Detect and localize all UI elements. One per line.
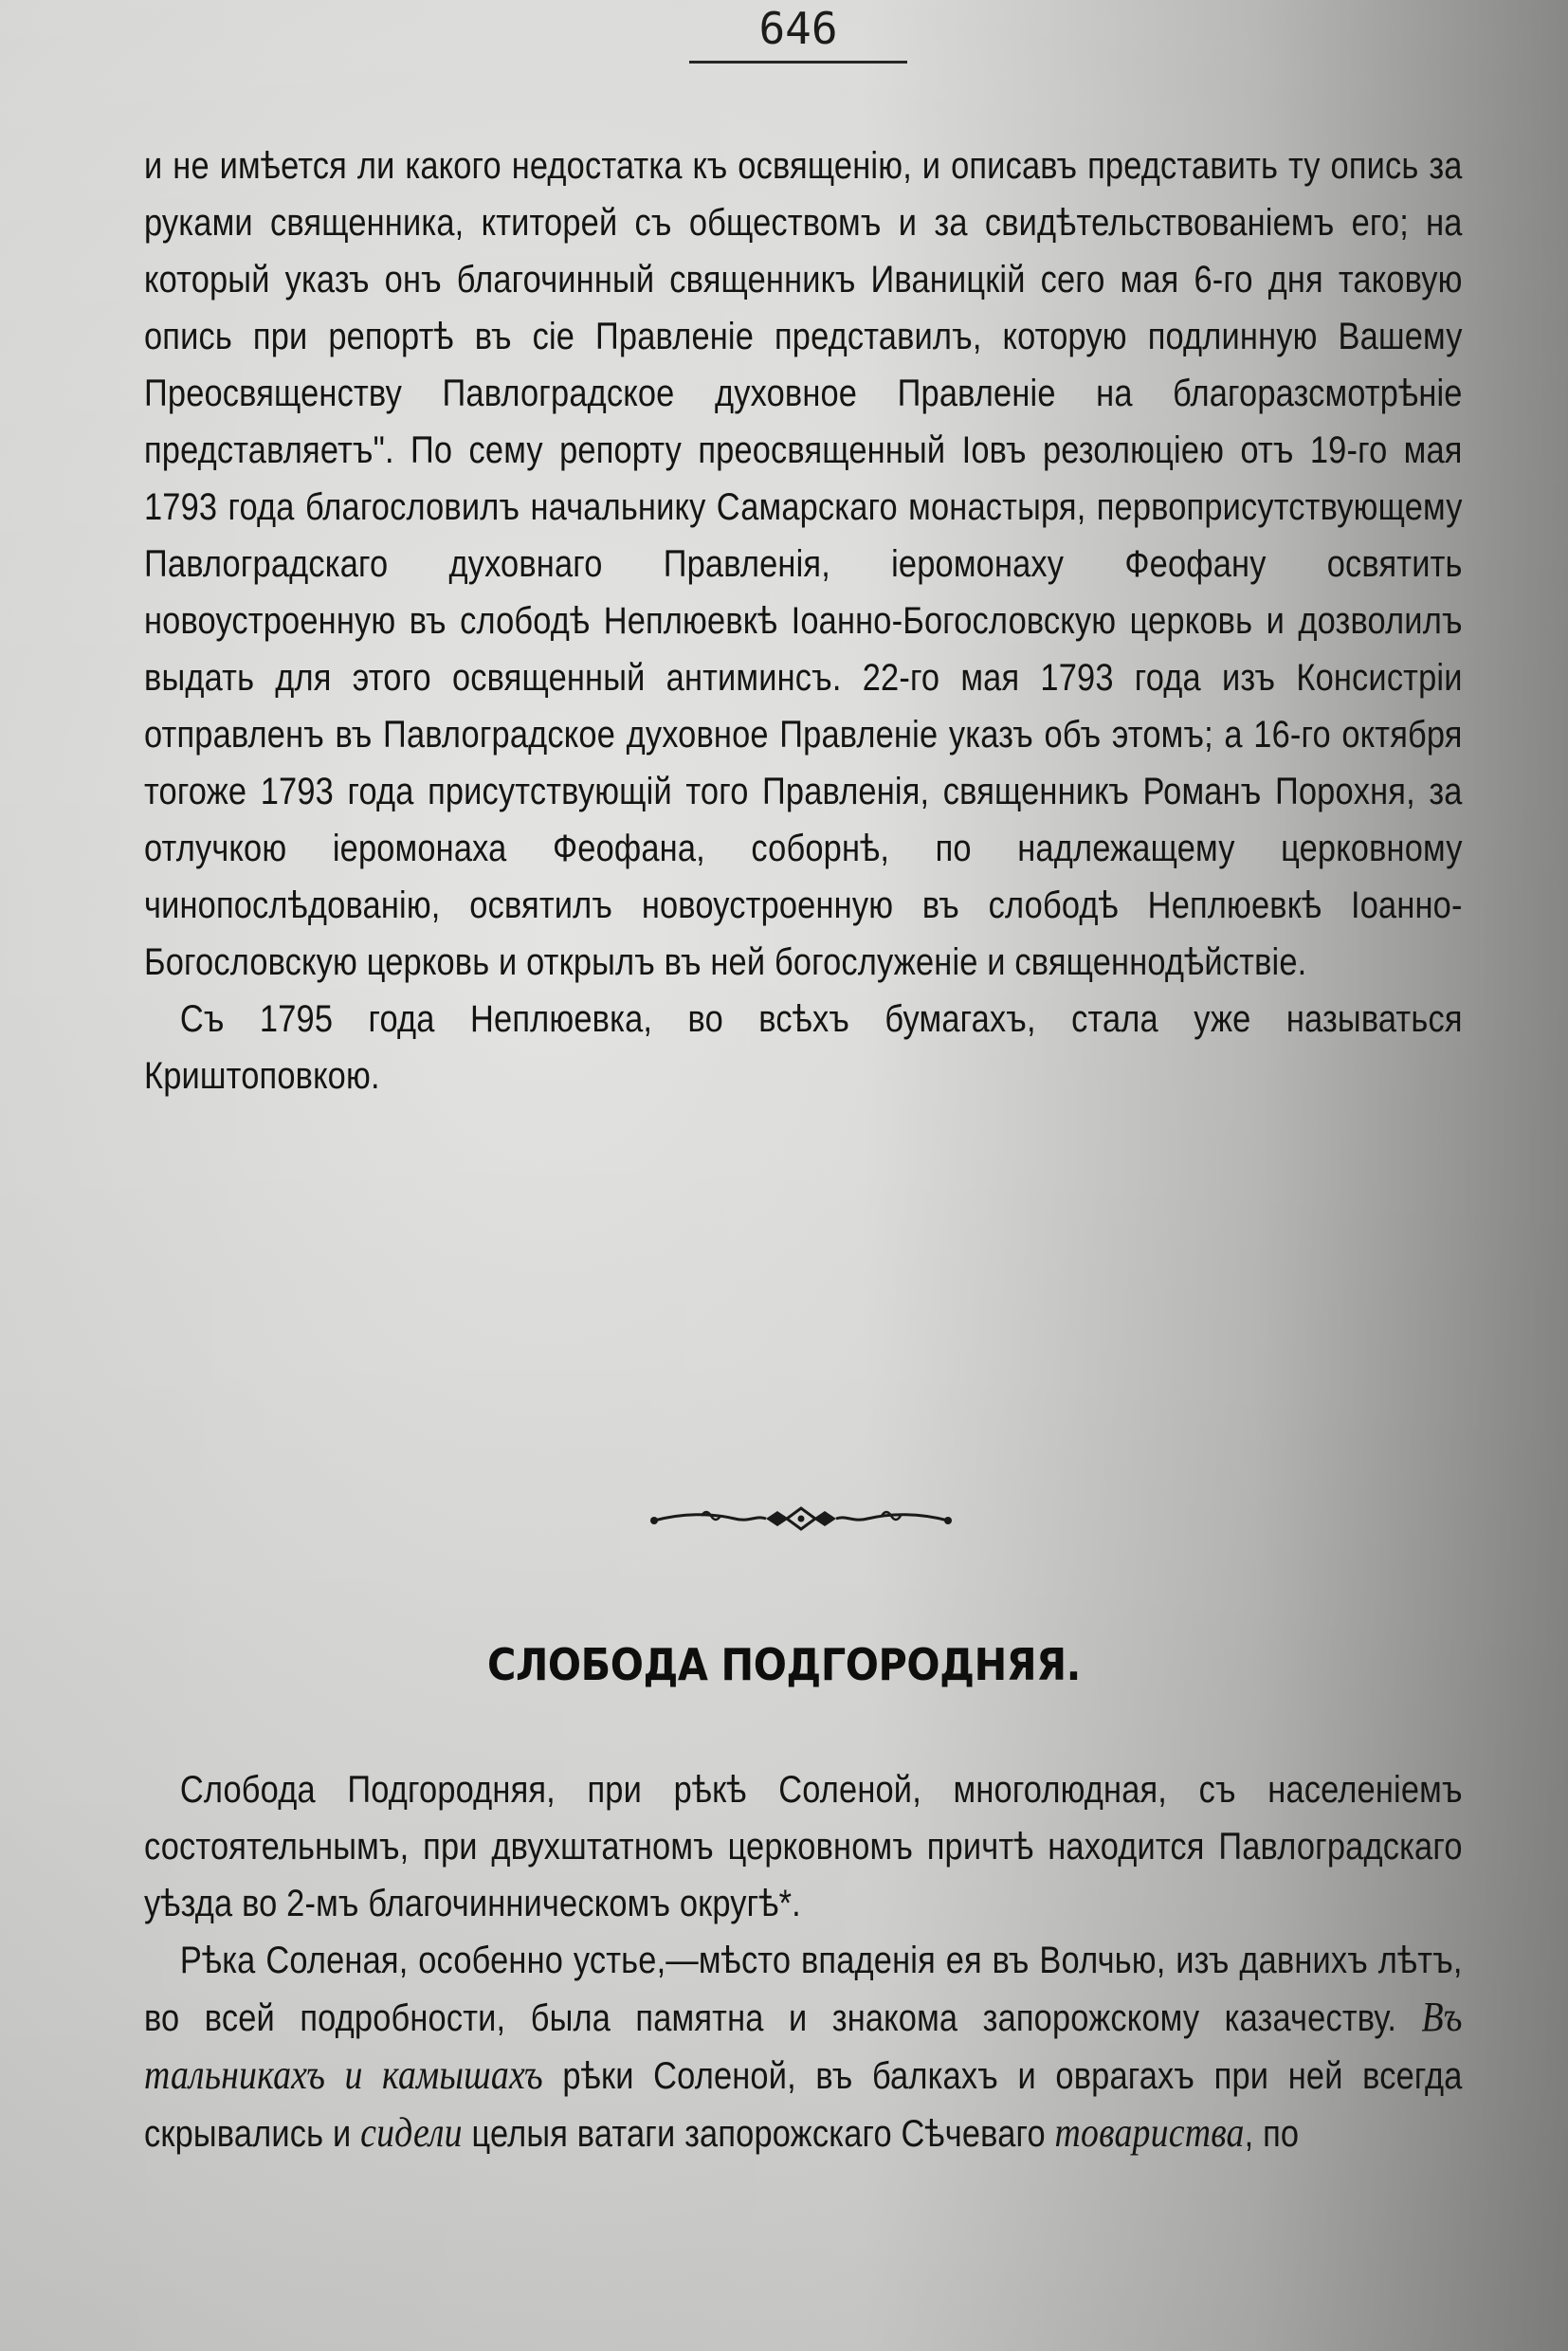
paragraph-renaming: Съ 1795 года Неплюевка, во всѣхъ бумагахъ, стала уже называться Криштоповкою. bbox=[144, 998, 1463, 1097]
paragraph-consecration: и не имѣется ли какого недостатка къ освященію, и описавъ представить ту опись за руками священника, ктиторей съ обществомъ и за свидѣтельствованіемъ его; на который указъ онъ благочинный священникъ Иваницкій сего мая 6-го дня таковую опись при репортѣ въ сіе Правленіе представилъ, которую подлинную Вашему Преосвященству Павлоградское духовное Правленіе на благоразсмотрѣніе представляетъ". По сему репорту преосвященный Іовъ резолюціею отъ 19-го мая 1793 года благословилъ начальнику Самарскаго монастыря, первоприсутствующему Павлоградскаго духовнаго Правленія, іеромонаху Феофану освятить новоустроенную въ слободѣ Неплюевкѣ Іоанно-Богословскую церковь и дозволилъ выдать для этого освященный антиминсъ. 22-го мая 1793 года изъ Консистріи отправленъ въ Павлоградское духовное Правленіе указъ объ этомъ; а 16-го октября тогоже 1793 года присутствующій того Правленія, священникъ Романъ Пороxня, за отлучкою іеромонаха Феофана, соборнѣ, по надлежащему церковному чинопослѣдованію, освятилъ новоустроенную въ слободѣ Неплюевкѣ Іоанно-Богословскую церковь и открылъ въ ней богослуженіе и священнодѣйствіе. bbox=[144, 145, 1463, 983]
river-text-part-1: Рѣка Соленая, особенно устье,—мѣсто впаденія ея въ Волчью, изъ давнихъ лѣтъ, во всей подробности, была памятна и знакома запорожскому казачеству. bbox=[144, 1940, 1463, 2039]
lower-text-block bbox=[144, 1761, 1463, 2162]
section-title: СЛОБОДА ПОДГОРОДНЯЯ. bbox=[487, 1639, 1081, 1690]
river-italic-3: товариства bbox=[1054, 2109, 1245, 2156]
river-text-part-3: целыя ватаги запорожскаго Сѣчеваго bbox=[462, 2113, 1055, 2155]
paragraph-river-history bbox=[144, 1932, 1463, 2162]
river-italic-1: Въ тальникахъ и камышахъ bbox=[144, 1994, 1463, 2098]
page-number-rule bbox=[689, 61, 907, 64]
river-italic-2: сидели bbox=[360, 2109, 463, 2156]
paragraph-location: Слобода Подгородняя, при рѣкѣ Соленой, многолюдная, съ населеніемъ состоятельнымъ, при двухштатномъ церковномъ причтѣ находится Павлоградскаго уѣзда во 2-мъ благочинническомъ округѣ*. bbox=[144, 1769, 1463, 1924]
upper-text-block bbox=[144, 137, 1463, 1104]
river-text-part-2: рѣки Соленой, въ балкахъ и оврагахъ при ней всегда скрывались и bbox=[144, 2055, 1463, 2155]
river-text-part-4: , по bbox=[1244, 2113, 1300, 2155]
page-number: 646 bbox=[758, 3, 838, 54]
ornament-divider bbox=[645, 1500, 957, 1538]
